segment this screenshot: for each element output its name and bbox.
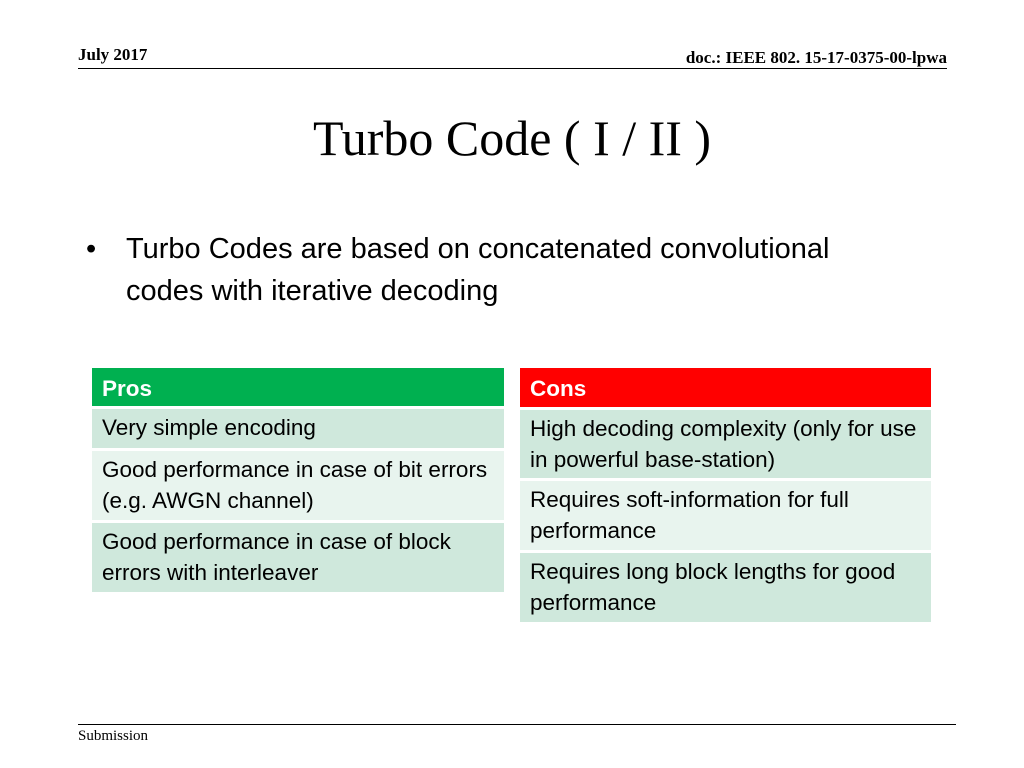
table-row — [92, 451, 504, 523]
header-date: July 2017 — [78, 45, 148, 64]
pros-table — [92, 368, 504, 595]
cons-header: Cons — [520, 368, 931, 410]
pros-header: Pros — [92, 368, 504, 409]
table-row — [520, 410, 931, 481]
cons-cell: Requires long block lengths for good performance — [520, 553, 931, 625]
cons-header-row — [520, 368, 931, 410]
pros-cell: Good performance in case of block errors with interleaver — [92, 523, 504, 595]
cons-cell: Requires soft-information for full performance — [520, 481, 931, 553]
pros-cell: Good performance in case of bit errors (e.g. AWGN channel) — [92, 451, 504, 523]
table-row — [92, 409, 504, 451]
footer-submission: Submission — [78, 728, 149, 744]
table-row — [520, 481, 931, 553]
bullet-marker: • — [86, 233, 97, 265]
table-row — [92, 523, 504, 595]
table-row — [520, 553, 931, 625]
slide-title: Turbo Code ( I / II ) — [312, 110, 712, 166]
header-doc-id: doc.: IEEE 802. 15-17-0375-00-lpwa — [685, 48, 947, 67]
cons-cell: High decoding complexity (only for use in powerful base-station) — [520, 410, 931, 481]
header-divider — [78, 68, 947, 69]
cons-table — [520, 368, 931, 625]
pros-cell: Very simple encoding — [92, 409, 504, 451]
bullet-text: Turbo Codes are based on concatenated convolutional codes with iterative decoding — [126, 233, 830, 307]
footer-divider — [78, 724, 956, 725]
pros-header-row — [92, 368, 504, 409]
